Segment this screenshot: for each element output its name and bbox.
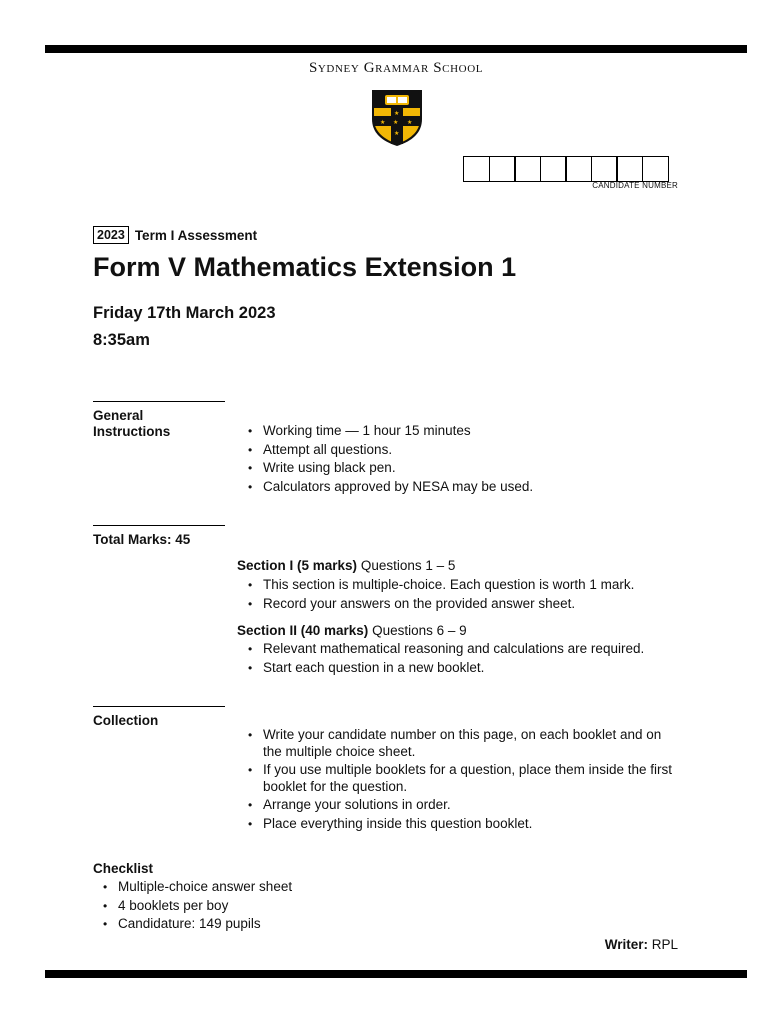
assessment-line xyxy=(93,226,257,244)
svg-text:★: ★ xyxy=(394,110,400,117)
svg-text:★: ★ xyxy=(407,119,413,126)
svg-text:★: ★ xyxy=(380,119,386,126)
section1-label: Section I (5 marks) xyxy=(237,558,358,573)
section2-heading xyxy=(237,623,467,638)
writer-line xyxy=(560,937,678,952)
svg-text:★: ★ xyxy=(393,119,399,126)
candidate-digit-box[interactable] xyxy=(616,156,643,182)
general-instructions-list xyxy=(248,422,688,496)
list-item: • This section is multiple-choice. Each question is worth 1 mark. xyxy=(248,576,688,595)
school-name: Sydney Grammar School xyxy=(308,60,484,76)
collection-heading: Collection xyxy=(93,706,225,729)
list-item: • Write your candidate number on this page, on each booklet and on the multiple choice sheet. xyxy=(248,727,680,760)
list-item: • Record your answers on the provided answer sheet. xyxy=(248,595,688,614)
section1-list xyxy=(248,576,688,613)
list-item: • Arrange your solutions in order. xyxy=(248,797,680,814)
collection-list xyxy=(248,727,680,832)
list-item: • Attempt all questions. xyxy=(248,441,688,460)
candidate-digit-box[interactable] xyxy=(489,156,516,182)
section1-questions: Questions 1 – 5 xyxy=(360,558,456,573)
exam-date: Friday 17th March 2023 xyxy=(93,304,276,322)
candidate-digit-box[interactable] xyxy=(463,156,490,182)
list-item: • Working time — 1 hour 15 minutes xyxy=(248,422,688,441)
list-item: • If you use multiple booklets for a question, place them inside the first booklet for the question. xyxy=(248,762,680,795)
checklist-list xyxy=(103,878,423,934)
total-marks-heading: Total Marks: 45 xyxy=(93,525,225,548)
list-item: • Relevant mathematical reasoning and calculations are required. xyxy=(248,640,688,659)
writer-value: RPL xyxy=(651,937,678,952)
list-item: • Start each question in a new booklet. xyxy=(248,659,688,678)
section2-questions: Questions 6 – 9 xyxy=(372,623,467,638)
candidate-digit-box[interactable] xyxy=(591,156,618,182)
list-item: • Multiple-choice answer sheet xyxy=(103,878,423,897)
candidate-digit-box[interactable] xyxy=(514,156,541,182)
list-item: • Candidature: 149 pupils xyxy=(103,915,423,934)
list-item: • 4 booklets per boy xyxy=(103,897,423,916)
candidate-number-boxes[interactable] xyxy=(463,156,667,182)
candidate-digit-box[interactable] xyxy=(642,156,669,182)
list-item: • Write using black pen. xyxy=(248,459,688,478)
section2-list xyxy=(248,640,688,677)
year-badge: 2023 xyxy=(93,226,129,244)
exam-title: Form V Mathematics Extension 1 xyxy=(93,252,517,282)
school-crest-icon xyxy=(371,89,423,147)
term-label: Term I Assessment xyxy=(134,227,258,243)
general-heading-line2: Instructions xyxy=(93,424,171,439)
checklist-heading: Checklist xyxy=(93,861,154,876)
candidate-number-label: CANDIDATE NUMBER xyxy=(592,181,678,190)
general-instructions-heading xyxy=(93,401,225,440)
svg-text:★: ★ xyxy=(394,130,400,137)
candidate-digit-box[interactable] xyxy=(540,156,567,182)
exam-time: 8:35am xyxy=(93,331,150,349)
list-item: • Place everything inside this question booklet. xyxy=(248,816,680,833)
bottom-rule xyxy=(45,970,747,978)
general-heading-line1: General xyxy=(93,408,144,423)
candidate-digit-box[interactable] xyxy=(565,156,592,182)
writer-label: Writer: xyxy=(604,937,648,952)
section2-label: Section II (40 marks) xyxy=(237,623,369,638)
top-rule xyxy=(45,45,747,53)
section1-heading xyxy=(237,558,455,573)
list-item: • Calculators approved by NESA may be used. xyxy=(248,478,688,497)
